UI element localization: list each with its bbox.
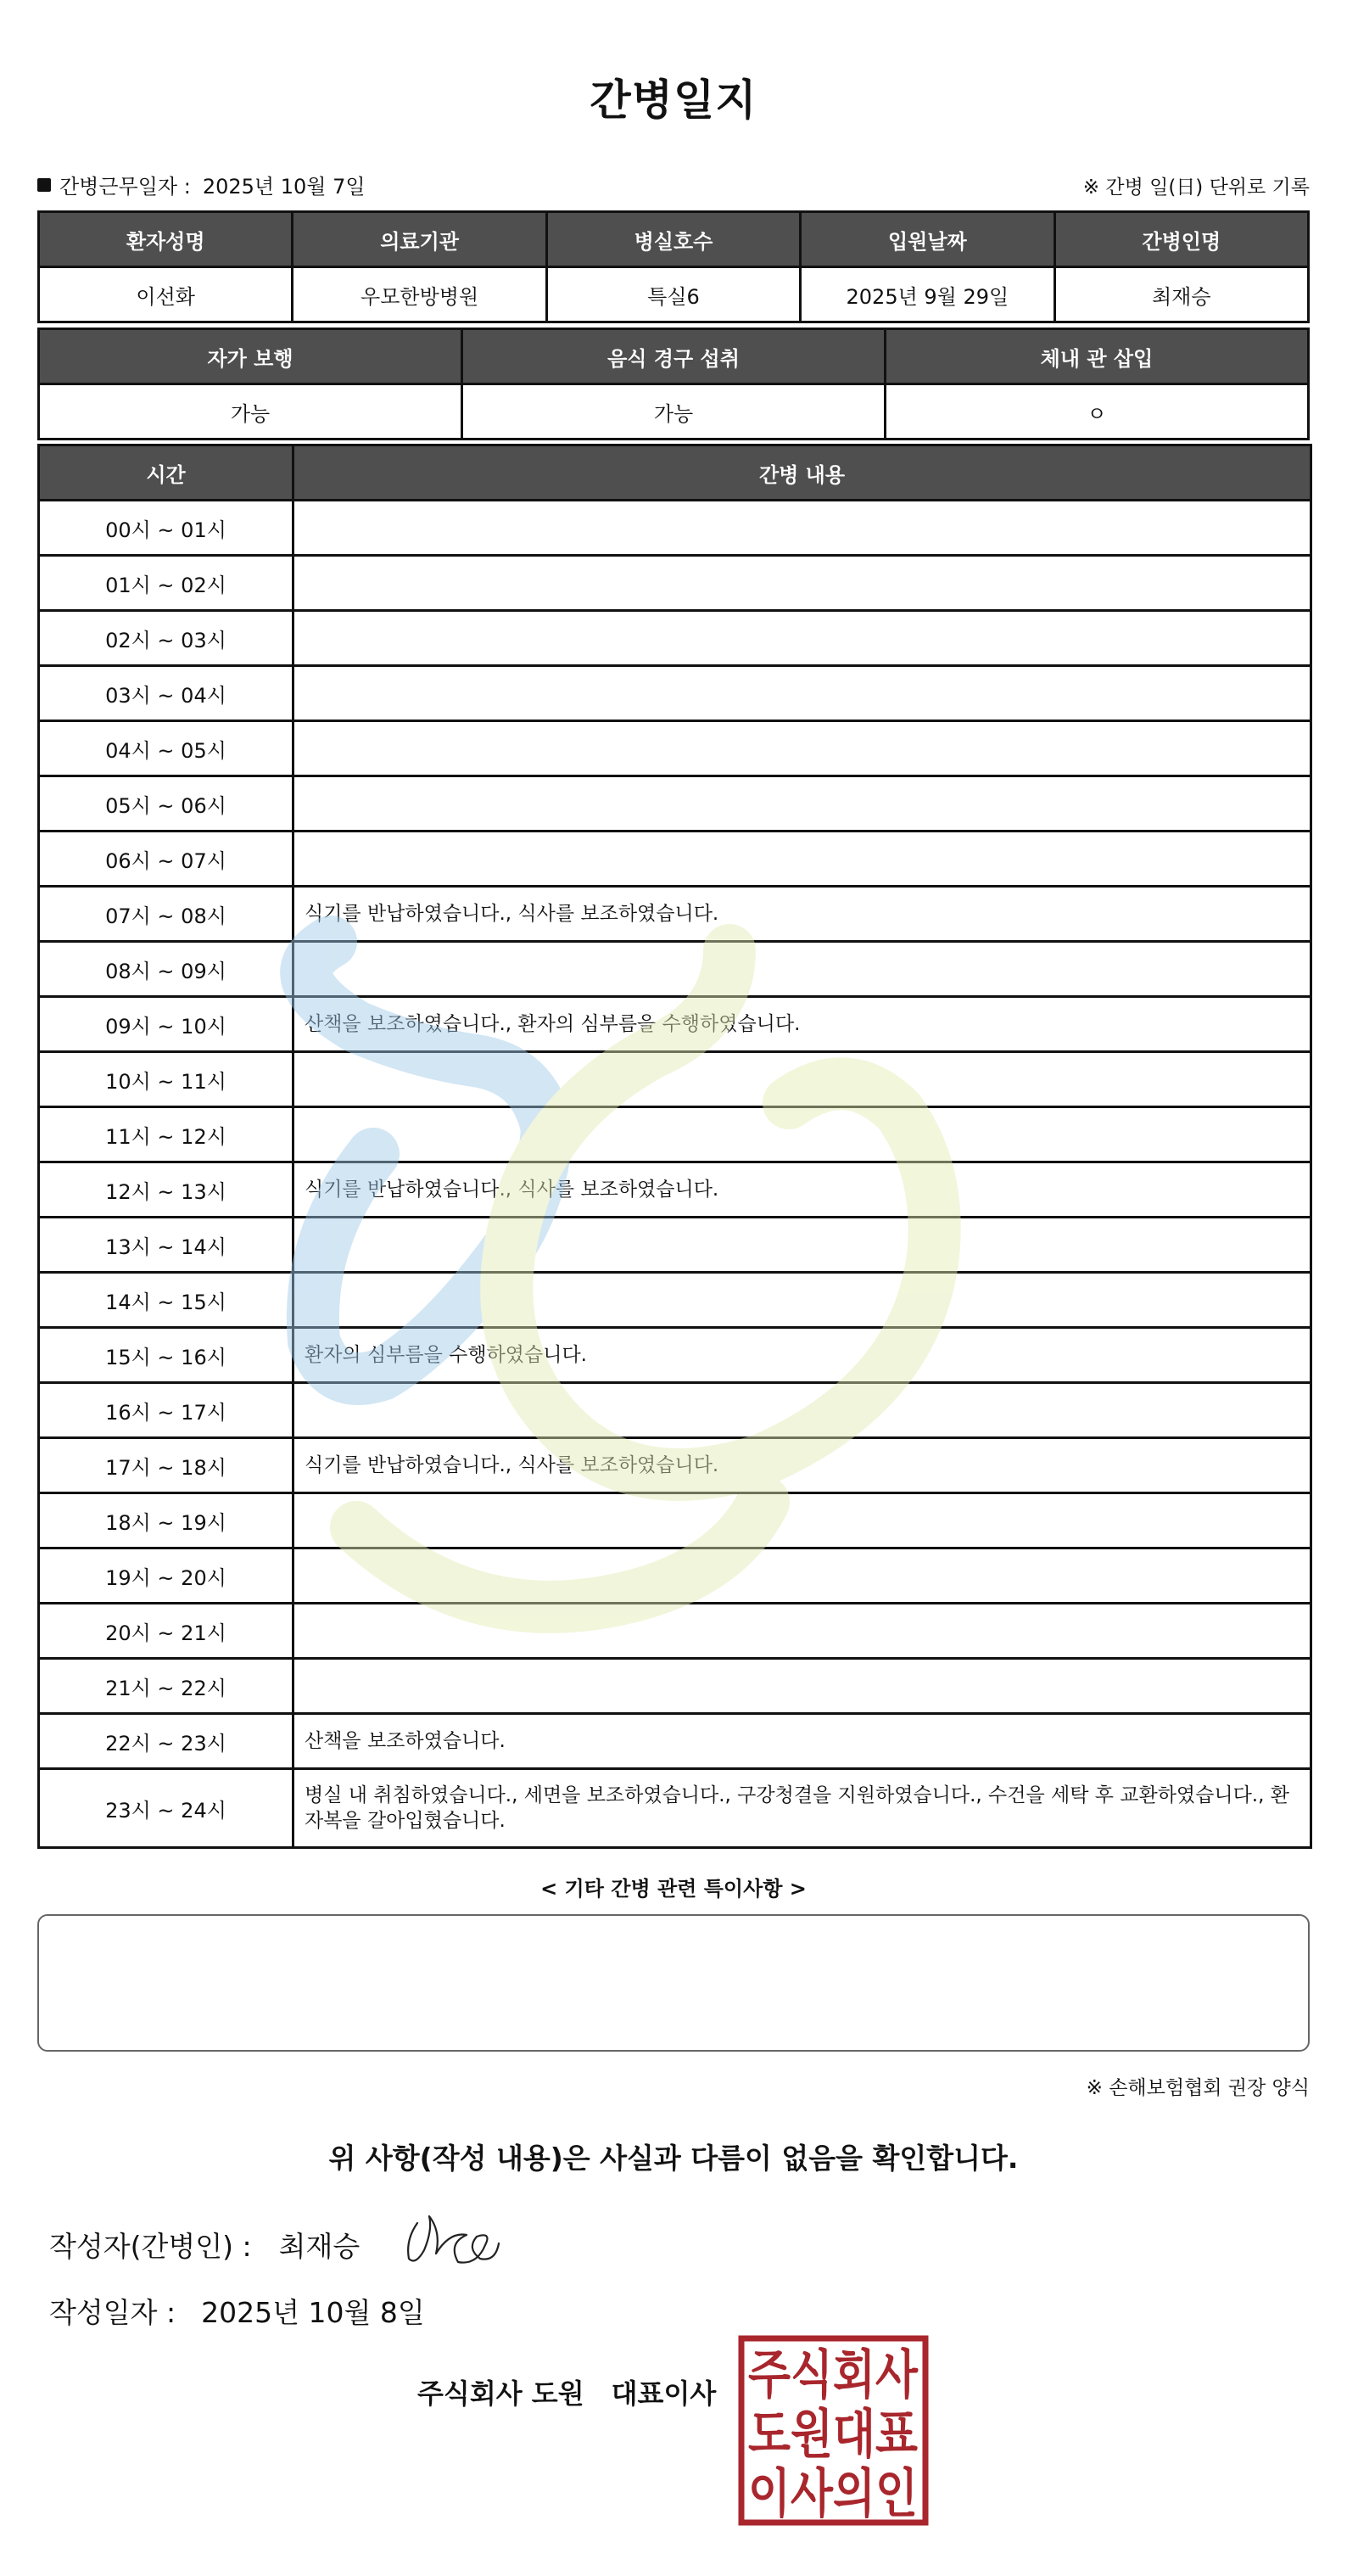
care-content-cell	[293, 1052, 1311, 1107]
confirmation-statement: 위 사항(작성 내용)은 사실과 다름이 없음을 확인합니다.	[328, 2142, 1019, 2175]
table-row	[39, 1548, 1311, 1604]
header-oral-intake: 음식 경구 섭취	[462, 329, 886, 384]
written-date-label: 작성일자 :	[49, 2296, 176, 2329]
care-content-cell: 병실 내 취침하였습니다., 세면을 보조하였습니다., 구강청결을 지원하였습니다., 수건을 세탁 후 교환하였습니다., 환자복을 갈아입혔습니다.	[293, 1769, 1311, 1848]
care-content-cell	[293, 611, 1311, 666]
svg-text:주식회사: 주식회사	[748, 2344, 919, 2405]
form-notice: ※ 손해보험협회 권장 양식	[1086, 2077, 1310, 2099]
square-bullet-icon	[37, 178, 51, 192]
time-cell: 23시 ~ 24시	[39, 1769, 293, 1848]
care-content-cell	[293, 556, 1311, 611]
hospital: 우모한방병원	[293, 267, 546, 322]
header-tube-insertion: 체내 관 삽입	[886, 329, 1309, 384]
company	[417, 2372, 716, 2411]
table-row	[39, 1328, 1311, 1383]
time-cell: 19시 ~ 20시	[39, 1548, 293, 1604]
time-cell: 11시 ~ 12시	[39, 1107, 293, 1162]
table-row	[39, 1218, 1311, 1273]
time-cell: 03시 ~ 04시	[39, 666, 293, 721]
author-name: 최재승	[278, 2230, 361, 2263]
author	[49, 2225, 360, 2265]
signature-icon	[399, 2206, 509, 2274]
table-row	[39, 887, 1311, 942]
work-date-label: 간병근무일자 :	[59, 175, 191, 199]
written-date-value: 2025년 10월 8일	[201, 2296, 425, 2329]
care-content-cell	[293, 1493, 1311, 1548]
care-log-table	[37, 444, 1312, 1849]
company-seal-icon	[738, 2335, 929, 2526]
patient-info-table	[37, 210, 1310, 323]
time-cell: 05시 ~ 06시	[39, 776, 293, 832]
author-label: 작성자(간병인) :	[49, 2230, 252, 2263]
header-room: 병실호수	[546, 212, 800, 267]
care-content-cell	[293, 1218, 1311, 1273]
company-role: 대표이사	[611, 2377, 717, 2410]
table-row	[39, 611, 1311, 666]
table-row	[39, 832, 1311, 887]
table-row	[39, 1604, 1311, 1659]
time-cell: 14시 ~ 15시	[39, 1273, 293, 1328]
time-cell: 02시 ~ 03시	[39, 611, 293, 666]
patient-name: 이선화	[39, 267, 293, 322]
header-patient-name: 환자성명	[39, 212, 293, 267]
table-row	[39, 942, 1311, 997]
table-row	[39, 997, 1311, 1052]
time-cell: 00시 ~ 01시	[39, 501, 293, 556]
table-row	[39, 1659, 1311, 1714]
time-cell: 07시 ~ 08시	[39, 887, 293, 942]
document-title: 간병일지	[590, 76, 757, 125]
svg-text:이사의인: 이사의인	[748, 2462, 918, 2524]
table-row	[39, 721, 1311, 776]
room: 특실6	[546, 267, 800, 322]
table-row	[39, 666, 1311, 721]
header-hospital: 의료기관	[293, 212, 546, 267]
table-row	[39, 1769, 1311, 1848]
care-content-cell: 식기를 반납하였습니다., 식사를 보조하였습니다.	[293, 1162, 1311, 1218]
care-content-cell	[293, 1659, 1311, 1714]
unit-note: ※ 간병 일(日) 단위로 기록	[1082, 176, 1310, 199]
care-content-cell	[293, 721, 1311, 776]
table-row	[39, 1052, 1311, 1107]
time-cell: 09시 ~ 10시	[39, 997, 293, 1052]
care-content-cell	[293, 666, 1311, 721]
care-content-cell	[293, 1107, 1311, 1162]
table-row	[39, 776, 1311, 832]
care-content-cell	[293, 776, 1311, 832]
header-time: 시간	[39, 445, 293, 501]
time-cell: 16시 ~ 17시	[39, 1383, 293, 1438]
table-row	[39, 1162, 1311, 1218]
header-care-content: 간병 내용	[293, 445, 1311, 501]
table-row	[39, 1273, 1311, 1328]
care-content-cell	[293, 501, 1311, 556]
table-row	[39, 1107, 1311, 1162]
tube-insertion: ㅇ	[886, 384, 1309, 440]
care-content-cell	[293, 832, 1311, 887]
admission-date: 2025년 9월 29일	[801, 267, 1054, 322]
ability-table	[37, 328, 1310, 440]
header-caregiver: 간병인명	[1054, 212, 1308, 267]
special-notes-title: < 기타 간병 관련 특이사항 >	[540, 1877, 807, 1901]
care-content-cell: 식기를 반납하였습니다., 식사를 보조하였습니다.	[293, 887, 1311, 942]
time-cell: 10시 ~ 11시	[39, 1052, 293, 1107]
table-row	[39, 556, 1311, 611]
care-content-cell	[293, 1548, 1311, 1604]
care-content-cell: 식기를 반납하였습니다., 식사를 보조하였습니다.	[293, 1438, 1311, 1493]
table-row	[39, 1383, 1311, 1438]
time-cell: 12시 ~ 13시	[39, 1162, 293, 1218]
caregiver-name: 최재승	[1054, 267, 1308, 322]
care-content-cell: 산책을 보조하였습니다., 환자의 심부름을 수행하였습니다.	[293, 997, 1311, 1052]
care-content-cell	[293, 1604, 1311, 1659]
time-cell: 04시 ~ 05시	[39, 721, 293, 776]
header-admission-date: 입원날짜	[801, 212, 1054, 267]
self-walking: 가능	[39, 384, 462, 440]
care-content-cell: 산책을 보조하였습니다.	[293, 1714, 1311, 1769]
table-row	[39, 501, 1311, 556]
table-row	[39, 1493, 1311, 1548]
time-cell: 06시 ~ 07시	[39, 832, 293, 887]
time-cell: 15시 ~ 16시	[39, 1328, 293, 1383]
time-cell: 22시 ~ 23시	[39, 1714, 293, 1769]
special-notes-box	[37, 1914, 1310, 2052]
table-row	[39, 1714, 1311, 1769]
svg-text:도원대표: 도원대표	[748, 2403, 919, 2465]
time-cell: 13시 ~ 14시	[39, 1218, 293, 1273]
care-content-cell	[293, 1383, 1311, 1438]
time-cell: 01시 ~ 02시	[39, 556, 293, 611]
work-date-value: 2025년 10월 7일	[202, 175, 366, 199]
company-name: 주식회사 도원	[417, 2377, 584, 2410]
oral-intake: 가능	[462, 384, 886, 440]
time-cell: 21시 ~ 22시	[39, 1659, 293, 1714]
time-cell: 17시 ~ 18시	[39, 1438, 293, 1493]
time-cell: 08시 ~ 09시	[39, 942, 293, 997]
written-date	[49, 2291, 425, 2331]
care-content-cell	[293, 942, 1311, 997]
table-row	[39, 1438, 1311, 1493]
time-cell: 20시 ~ 21시	[39, 1604, 293, 1659]
work-date	[37, 170, 366, 199]
care-content-cell	[293, 1273, 1311, 1328]
header-self-walking: 자가 보행	[39, 329, 462, 384]
time-cell: 18시 ~ 19시	[39, 1493, 293, 1548]
care-content-cell: 환자의 심부름을 수행하였습니다.	[293, 1328, 1311, 1383]
